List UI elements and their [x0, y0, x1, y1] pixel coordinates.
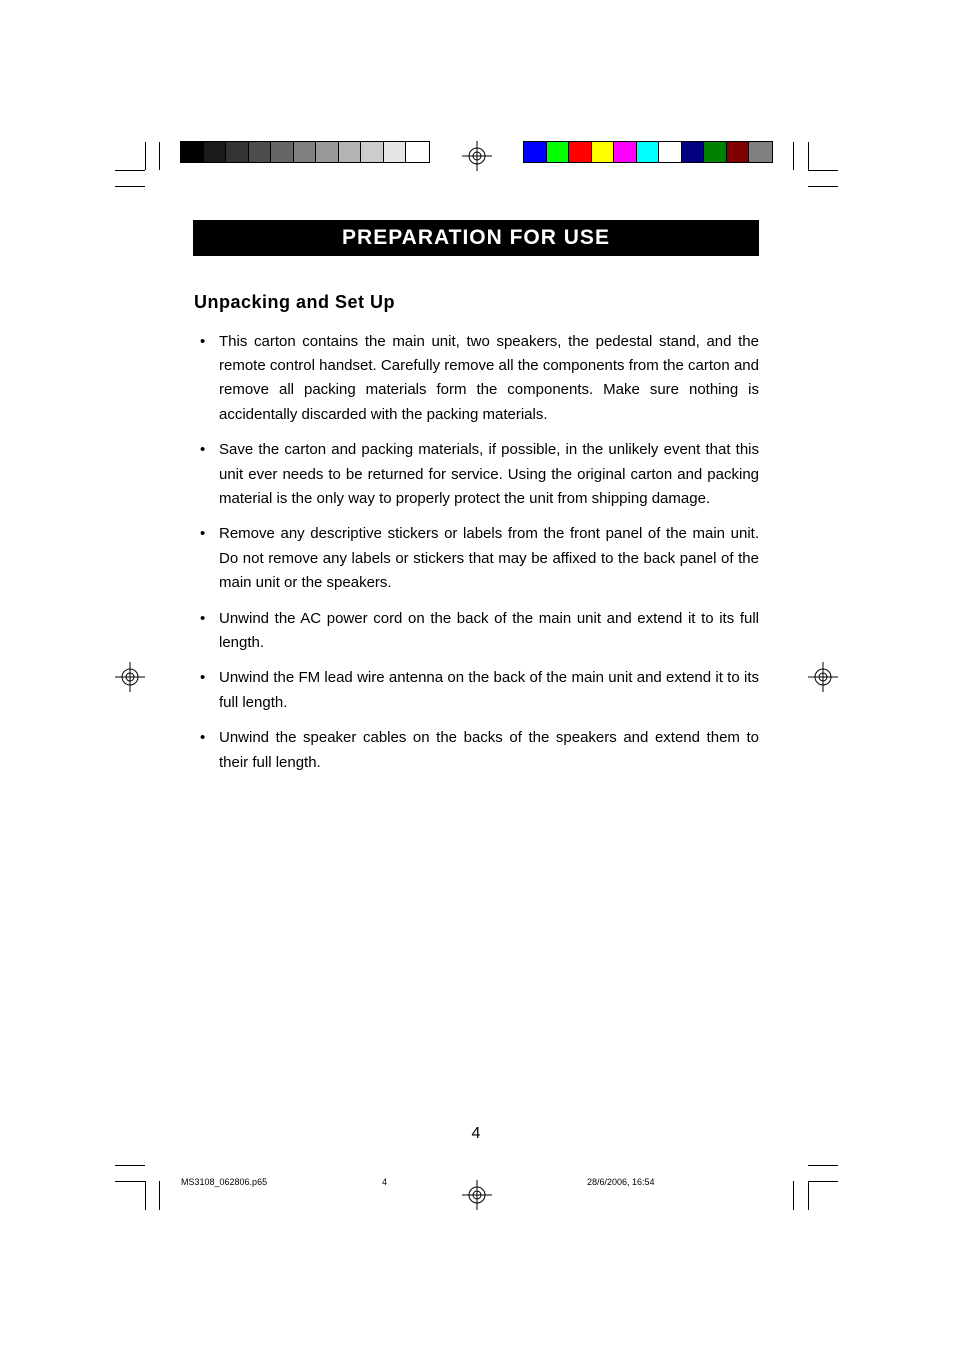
bullet-icon: • — [200, 525, 206, 543]
registration-mark-icon — [808, 662, 838, 692]
crop-mark — [115, 1181, 145, 1182]
crop-mark — [808, 1181, 809, 1210]
crop-mark — [145, 142, 146, 170]
bullet-icon: • — [200, 333, 206, 350]
color-swatch — [637, 142, 660, 162]
bullet-icon: • — [200, 609, 206, 627]
crop-mark — [808, 186, 838, 187]
color-swatch — [181, 142, 204, 162]
color-swatch — [524, 142, 547, 162]
list-item-text: Save the carton and packing materials, if possible, in the unlikely event that this unit ever needs to be returned for service. Using the original carton and packing material is the only way to properly protect the unit from shipping damage. — [219, 441, 759, 507]
slug-file-name: MS3108_062806.p65 — [181, 1177, 268, 1187]
list-item-text: Unwind the FM lead wire antenna on the back of the main unit and extend it to its full length. — [219, 669, 759, 711]
crop-mark — [808, 1181, 838, 1182]
color-swatch — [361, 142, 384, 162]
color-swatch — [384, 142, 407, 162]
bullet-icon: • — [200, 441, 206, 459]
color-swatch — [569, 142, 592, 162]
list-item-text: This carton contains the main unit, two speakers, the pedestal stand, and the remote control handset. Carefully remove all the components from the carton and remove all packing materials form the components. Make sure nothing is accidentally discarded with the packing materials. — [219, 333, 759, 423]
color-swatch — [294, 142, 317, 162]
bullet-icon: • — [200, 729, 206, 747]
list-item — [196, 726, 759, 774]
color-swatch — [316, 142, 339, 162]
color-swatch — [727, 142, 750, 162]
color-swatch — [406, 142, 429, 162]
registration-mark-icon — [115, 662, 145, 692]
color-calibration-bar — [523, 141, 773, 163]
crop-mark — [159, 1181, 160, 1210]
slug-datetime: 28/6/2006, 16:54 — [587, 1177, 655, 1187]
color-swatch — [682, 142, 705, 162]
list-item — [196, 522, 759, 595]
page-number: 4 — [471, 1125, 481, 1142]
crop-mark — [115, 186, 145, 187]
crop-mark — [115, 170, 145, 171]
color-swatch — [547, 142, 570, 162]
color-swatch — [271, 142, 294, 162]
crop-mark — [808, 1165, 838, 1166]
crop-mark — [159, 142, 160, 170]
bullet-icon: • — [200, 669, 206, 687]
section-heading: Unpacking and Set Up — [194, 292, 396, 312]
list-item-text: Remove any descriptive stickers or labels from the front panel of the main unit. Do not remove any labels or stickers that may be affixed to the back panel of the main unit or the speakers. — [219, 525, 759, 591]
color-swatch — [204, 142, 227, 162]
crop-mark — [793, 142, 794, 170]
crop-mark — [115, 1165, 145, 1166]
list-item — [196, 330, 759, 427]
color-swatch — [704, 142, 727, 162]
slug-page-number: 4 — [382, 1177, 388, 1187]
color-swatch — [614, 142, 637, 162]
list-item-text: Unwind the AC power cord on the back of the main unit and extend it to its full length. — [219, 609, 759, 651]
registration-mark-icon — [462, 141, 492, 171]
page-title: PREPARATION FOR USE — [193, 220, 759, 256]
color-swatch — [249, 142, 272, 162]
color-swatch — [592, 142, 615, 162]
color-swatch — [659, 142, 682, 162]
instruction-list — [196, 330, 759, 786]
list-item-text: Unwind the speaker cables on the backs of the speakers and extend them to their full length. — [219, 729, 759, 771]
registration-mark-icon — [462, 1180, 492, 1210]
crop-mark — [145, 1181, 146, 1210]
list-item — [196, 607, 759, 655]
crop-mark — [808, 170, 838, 171]
color-swatch — [226, 142, 249, 162]
color-swatch — [749, 142, 772, 162]
crop-mark — [793, 1181, 794, 1210]
crop-mark — [808, 142, 809, 170]
list-item — [196, 438, 759, 511]
list-item — [196, 666, 759, 714]
color-swatch — [339, 142, 362, 162]
grayscale-calibration-bar — [180, 141, 430, 163]
